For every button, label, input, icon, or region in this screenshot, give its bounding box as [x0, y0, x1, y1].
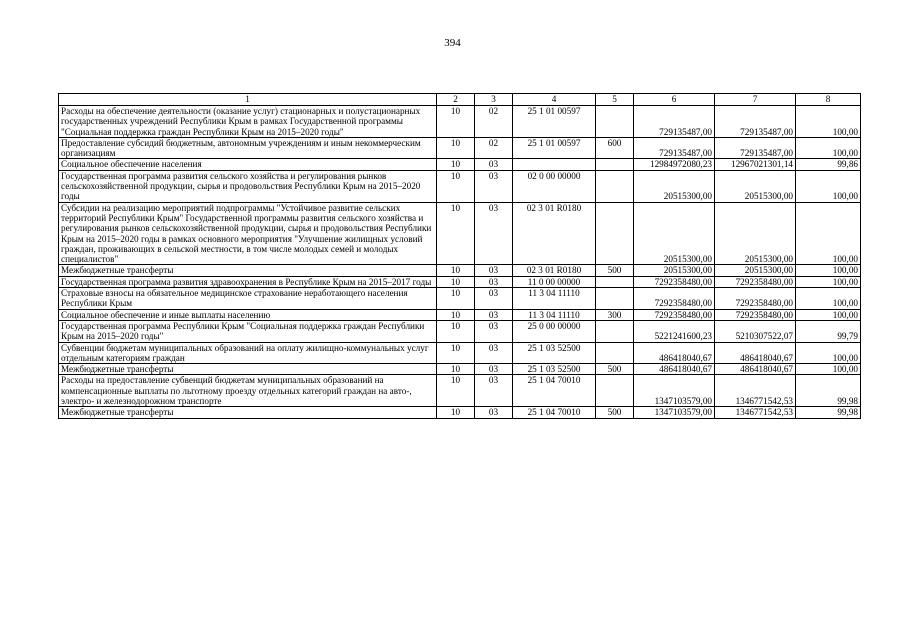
planned-amount: 7292358480,00 [634, 309, 715, 320]
target-article-code: 25 1 04 70010 [513, 407, 596, 418]
target-article-code: 25 1 03 52500 [513, 364, 596, 375]
section-code: 10 [437, 137, 475, 159]
expense-type-code: 500 [596, 407, 634, 418]
row-description: Субсидии на реализацию мероприятий подпрограммы "Устойчивое развитие сельских территорий Республики Крым" Государственной программы развития сельского хозяйства и регулирования рынков сельскохозяйственной продукции, сырья и продовольствия Республики Крым на 2015–2020 годы в рамках основного мероприятия "Улучшение жилищных условий граждан, проживающих в сельской местности, в том числе молодых семей и молодых специалистов" [59, 202, 437, 265]
column-header: 7 [715, 94, 796, 106]
executed-amount: 7292358480,00 [715, 288, 796, 310]
executed-amount: 7292358480,00 [715, 276, 796, 287]
planned-amount: 486418040,67 [634, 364, 715, 375]
column-header: 4 [513, 94, 596, 106]
execution-percent: 100,00 [796, 106, 861, 138]
target-article-code: 11 0 00 00000 [513, 276, 596, 287]
row-description: Государственная программа Республики Крым "Социальная поддержка граждан Республики Крым на 2015–2020 годы" [59, 320, 437, 342]
row-description: Межбюджетные трансферты [59, 407, 437, 418]
expense-type-code: 600 [596, 137, 634, 159]
planned-amount: 1347103579,00 [634, 407, 715, 418]
row-description: Межбюджетные трансферты [59, 364, 437, 375]
section-code: 10 [437, 202, 475, 265]
table-row [59, 407, 861, 418]
table-row [59, 375, 861, 407]
expense-type-code [596, 202, 634, 265]
column-header: 6 [634, 94, 715, 106]
subsection-code: 03 [475, 320, 513, 342]
target-article-code: 02 3 01 R0180 [513, 202, 596, 265]
expense-type-code: 500 [596, 265, 634, 276]
subsection-code: 03 [475, 375, 513, 407]
executed-amount: 729135487,00 [715, 137, 796, 159]
execution-percent: 100,00 [796, 288, 861, 310]
execution-percent: 100,00 [796, 309, 861, 320]
column-header: 2 [437, 94, 475, 106]
execution-percent: 100,00 [796, 342, 861, 364]
row-description: Расходы на обеспечение деятельности (оказание услуг) стационарных и полустационарных государственных учреждений Республики Крым в рамках Государственной программы "Социальная поддержка граждан Республики Крым на 2015–2020 годы" [59, 106, 437, 138]
target-article-code: 11 3 04 11110 [513, 309, 596, 320]
row-description: Расходы на предоставление субвенций бюджетам муниципальных образований на компенсационные выплаты по льготному проезду отдельных категорий граждан на авто-, электро- и железнодорожном транспорте [59, 375, 437, 407]
row-description: Социальное обеспечение населения [59, 159, 437, 170]
subsection-code: 03 [475, 364, 513, 375]
execution-percent: 100,00 [796, 364, 861, 375]
expense-type-code [596, 170, 634, 202]
section-code: 10 [437, 320, 475, 342]
target-article-code: 02 3 01 R0180 [513, 265, 596, 276]
execution-percent: 99,86 [796, 159, 861, 170]
target-article-code: 25 1 01 00597 [513, 106, 596, 138]
row-description: Социальное обеспечение и иные выплаты населению [59, 309, 437, 320]
target-article-code: 25 1 04 70010 [513, 375, 596, 407]
expense-type-code [596, 106, 634, 138]
execution-percent: 99,98 [796, 375, 861, 407]
row-description: Межбюджетные трансферты [59, 265, 437, 276]
target-article-code: 25 0 00 00000 [513, 320, 596, 342]
row-description: Субвенции бюджетам муниципальных образований на оплату жилищно-коммунальных услуг отдельным категориям граждан [59, 342, 437, 364]
executed-amount: 1346771542,53 [715, 407, 796, 418]
planned-amount: 729135487,00 [634, 106, 715, 138]
execution-percent: 100,00 [796, 265, 861, 276]
expense-type-code [596, 159, 634, 170]
subsection-code: 03 [475, 276, 513, 287]
table-row [59, 202, 861, 265]
expense-type-code [596, 342, 634, 364]
section-code: 10 [437, 342, 475, 364]
expense-type-code [596, 375, 634, 407]
table-row [59, 309, 861, 320]
execution-percent: 100,00 [796, 276, 861, 287]
executed-amount: 20515300,00 [715, 202, 796, 265]
planned-amount: 20515300,00 [634, 202, 715, 265]
section-code: 10 [437, 364, 475, 375]
subsection-code: 03 [475, 202, 513, 265]
expense-type-code [596, 276, 634, 287]
expense-type-code: 500 [596, 364, 634, 375]
row-description: Государственная программа развития сельского хозяйства и регулирования рынков сельскохозяйственной продукции, сырья и продовольствия Республики Крым на 2015–2020 годы [59, 170, 437, 202]
executed-amount: 20515300,00 [715, 170, 796, 202]
subsection-code: 02 [475, 106, 513, 138]
executed-amount: 486418040,67 [715, 364, 796, 375]
planned-amount: 12984972080,23 [634, 159, 715, 170]
section-code: 10 [437, 106, 475, 138]
executed-amount: 20515300,00 [715, 265, 796, 276]
table-row [59, 364, 861, 375]
target-article-code: 02 0 00 00000 [513, 170, 596, 202]
table-row [59, 265, 861, 276]
header-row [59, 94, 861, 106]
subsection-code: 03 [475, 407, 513, 418]
table-row [59, 288, 861, 310]
expense-type-code [596, 320, 634, 342]
row-description: Государственная программа развития здравоохранения в Республике Крым на 2015–2017 годы [59, 276, 437, 287]
planned-amount: 7292358480,00 [634, 276, 715, 287]
execution-percent: 100,00 [796, 170, 861, 202]
section-code: 10 [437, 407, 475, 418]
subsection-code: 03 [475, 288, 513, 310]
section-code: 10 [437, 288, 475, 310]
table-row [59, 170, 861, 202]
row-description: Страховые взносы на обязательное медицинское страхование неработающего населения Республики Крым [59, 288, 437, 310]
column-header: 1 [59, 94, 437, 106]
execution-percent: 100,00 [796, 137, 861, 159]
planned-amount: 20515300,00 [634, 265, 715, 276]
table-row [59, 276, 861, 287]
planned-amount: 5221241600,23 [634, 320, 715, 342]
row-description: Предоставление субсидий бюджетным, автономным учреждениям и иным некоммерческим организациям [59, 137, 437, 159]
table-row [59, 320, 861, 342]
page-number: 394 [444, 37, 461, 49]
section-code: 10 [437, 265, 475, 276]
subsection-code: 02 [475, 137, 513, 159]
execution-percent: 100,00 [796, 202, 861, 265]
executed-amount: 12967021301,14 [715, 159, 796, 170]
column-header: 8 [796, 94, 861, 106]
executed-amount: 1346771542,53 [715, 375, 796, 407]
executed-amount: 5210307522,07 [715, 320, 796, 342]
planned-amount: 729135487,00 [634, 137, 715, 159]
section-code: 10 [437, 159, 475, 170]
planned-amount: 1347103579,00 [634, 375, 715, 407]
expense-type-code: 300 [596, 309, 634, 320]
table-row [59, 106, 861, 138]
column-header: 5 [596, 94, 634, 106]
planned-amount: 20515300,00 [634, 170, 715, 202]
section-code: 10 [437, 309, 475, 320]
planned-amount: 486418040,67 [634, 342, 715, 364]
target-article-code: 11 3 04 11110 [513, 288, 596, 310]
subsection-code: 03 [475, 170, 513, 202]
table-row [59, 137, 861, 159]
budget-table [58, 93, 861, 419]
subsection-code: 03 [475, 342, 513, 364]
target-article-code [513, 159, 596, 170]
section-code: 10 [437, 276, 475, 287]
expense-type-code [596, 288, 634, 310]
executed-amount: 486418040,67 [715, 342, 796, 364]
target-article-code: 25 1 01 00597 [513, 137, 596, 159]
subsection-code: 03 [475, 159, 513, 170]
target-article-code: 25 1 03 52500 [513, 342, 596, 364]
executed-amount: 7292358480,00 [715, 309, 796, 320]
execution-percent: 99,79 [796, 320, 861, 342]
subsection-code: 03 [475, 265, 513, 276]
planned-amount: 7292358480,00 [634, 288, 715, 310]
section-code: 10 [437, 170, 475, 202]
table-row [59, 159, 861, 170]
table-row [59, 342, 861, 364]
subsection-code: 03 [475, 309, 513, 320]
section-code: 10 [437, 375, 475, 407]
executed-amount: 729135487,00 [715, 106, 796, 138]
column-header: 3 [475, 94, 513, 106]
execution-percent: 99,98 [796, 407, 861, 418]
